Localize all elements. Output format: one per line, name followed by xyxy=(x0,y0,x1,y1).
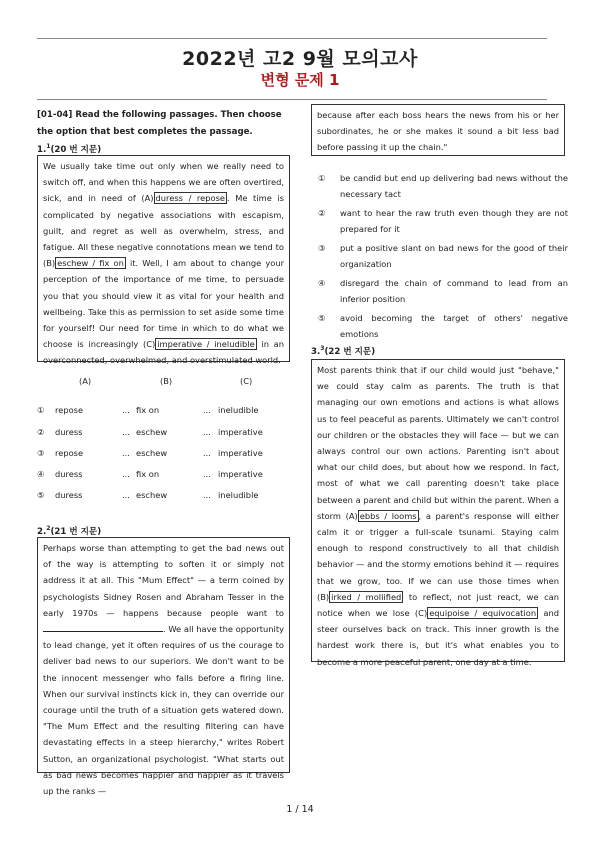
option-a: duress xyxy=(55,490,83,500)
q1-footnote-ref: 1 xyxy=(46,143,51,151)
option-text: put a positive slant on bad news for the good of their organization xyxy=(340,243,568,269)
q1-col-b-header: (B) xyxy=(160,376,173,386)
q2-text-1: Perhaps worse than attempting to get the bad news out of the way is attempting to soften it or simply not address it at all. This "Mum Effect" — a term coined by psychologists Sidney Rosen and Abraham Tesser in the early 1970s — happens because people want to xyxy=(43,543,284,618)
q3-number: 3. xyxy=(311,347,321,357)
dots: ... xyxy=(203,490,211,500)
option-b: eschew xyxy=(136,427,168,437)
q3-text-4: and steer ourselves back on track. This inner growth is the hardest work there is, but it's what enables you to become a more peaceful parent, one day at a time. xyxy=(317,608,559,667)
q3-footnote-ref: 3 xyxy=(320,345,325,353)
q2-footnote-ref: 2 xyxy=(46,525,51,533)
q1-text-4: in an overconnected, overwhelmed, and overstimulated world. xyxy=(43,339,284,366)
option-text: disregard the chain of command to lead from an inferior position xyxy=(340,278,568,304)
dots: ... xyxy=(203,405,211,415)
option-c: ineludible xyxy=(218,490,259,500)
q2-heading xyxy=(37,525,101,537)
q3-source: (22 번 지문) xyxy=(324,347,376,357)
option-c: imperative xyxy=(218,427,263,437)
q2-number: 2. xyxy=(37,527,47,537)
option-b: eschew xyxy=(136,490,168,500)
q3-text-1: Most parents think that if our child would just "behave," we could stay calm as parents. The truth is that managing our own emotions and actions is what allows us to feel peaceful as parents. Ultimately we can't control our children or the obstacles they will face — but we can always control our own actions. Parenting isn't about what our child does, but about how we respond. In fact, most of what we call parenting doesn't take place between a parent and child but within the parent. When a storm (A) xyxy=(317,365,559,521)
top-rule xyxy=(37,38,547,39)
instructions: [01-04] Read the following passages. Then choose the option that best completes the passage. xyxy=(37,110,282,137)
q3-choice-a: ebbs / looms xyxy=(359,510,417,521)
q1-text-1: We usually take time out only when we really need to switch off, and when this happens we are often overtired, sick, and in need of (A) xyxy=(43,161,284,204)
q1-text-2: . Me time is complicated by negative associations with escapism, guilt, and regret as well as overwhelm, stress, and fatigue. All these negative connotations mean we tend to (B) xyxy=(43,193,284,269)
q3-choice-b: irked / mollified xyxy=(331,591,402,602)
q2-blank xyxy=(43,622,163,632)
option-number: ② xyxy=(318,208,326,218)
option-text: avoid becoming the target of others' negative emotions xyxy=(340,313,568,339)
q2-option-4[interactable] xyxy=(318,275,568,307)
q2-option-2[interactable] xyxy=(318,205,568,237)
q2-text-2: . We all have the opportunity to lead change, yet it often requires of us the courage to deliver bad news to our superiors. We don't want to be the innocent messenger who falls before a firing line. When our survival instincts kick in, they can override our courage until the truth of a situation gets watered down. "The Mum Effect and the resulting filtering can have devastating effects in a steep hierarchy," writes Robert Sutton, an organizational psychologist. "What starts out as bad news becomes happier and happier as it travels up the ranks — xyxy=(43,624,284,797)
page-number: 1 / 14 xyxy=(286,804,314,815)
dots: ... xyxy=(122,490,130,500)
option-number: ④ xyxy=(318,278,326,288)
option-b: fix on xyxy=(136,469,160,479)
option-a: duress xyxy=(55,469,83,479)
page-title: 2022년 고2 9월 모의고사 xyxy=(182,48,418,70)
dots: ... xyxy=(122,469,130,479)
page-subtitle: 변형 문제 1 xyxy=(260,71,340,89)
q1-choice-c: imperative / ineludible xyxy=(157,339,255,350)
q1-option-3[interactable] xyxy=(37,448,277,464)
option-number: ② xyxy=(37,427,45,437)
option-a: duress xyxy=(55,427,83,437)
q1-passage xyxy=(37,155,290,366)
option-number: ③ xyxy=(318,243,326,253)
q1-option-1[interactable] xyxy=(37,405,277,421)
option-text: be candid but end up delivering bad news without the necessary tact xyxy=(340,173,568,199)
option-number: ① xyxy=(37,405,45,415)
option-c: imperative xyxy=(218,469,263,479)
q2-option-1[interactable] xyxy=(318,170,568,202)
q3-choice-c: equipoise / equivocation xyxy=(429,608,537,619)
q1-option-4[interactable] xyxy=(37,469,277,485)
dots: ... xyxy=(122,427,130,437)
q1-source: (20 번 지문) xyxy=(50,145,102,155)
q1-heading xyxy=(37,143,101,155)
q3-passage xyxy=(311,359,565,667)
q2-options xyxy=(318,170,568,345)
q3-text-3: to reflect, not just react, we can notice when we lose (C) xyxy=(317,591,559,619)
q2-option-3[interactable] xyxy=(318,240,568,272)
option-a: repose xyxy=(55,448,84,458)
q1-choice-b: eschew / fix on xyxy=(57,258,124,269)
q2-source: (21 번 지문) xyxy=(50,527,102,537)
q1-text-3: it. Well, I am about to change your perception of the importance of me time, to persuade you that you should view it as vital for your health and wellbeing. Take this as permission to set aside some time for yourself! Our need for time in which to do what we choose is increasingly (C) xyxy=(43,258,284,350)
option-number: ④ xyxy=(37,469,45,479)
q1-number: 1. xyxy=(37,145,47,155)
option-number: ③ xyxy=(37,448,45,458)
q3-heading xyxy=(311,345,375,357)
q1-col-c-header: (C) xyxy=(240,376,253,386)
option-number: ⑤ xyxy=(37,490,45,500)
q3-text-2: , a parent's response will either calm it or trigger a full-scale tsunami. Staying calm enough to respond constructively to all that childish behavior — and the stormy emotions behind it — requires that we grow, too. If we can use those times when (B) xyxy=(317,510,559,602)
option-text: want to hear the raw truth even though they are not prepared for it xyxy=(340,208,568,234)
option-number: ① xyxy=(318,173,326,183)
q2-passage-continued: because after each boss hears the news from his or her subordinates, he or she makes it sound a bit less bad before passing it up the chain." xyxy=(311,104,565,156)
dots: ... xyxy=(203,427,211,437)
option-c: imperative xyxy=(218,448,263,458)
option-b: eschew xyxy=(136,448,168,458)
q1-option-5[interactable] xyxy=(37,490,277,506)
title-rule xyxy=(37,99,547,100)
option-number: ⑤ xyxy=(318,313,326,323)
dots: ... xyxy=(122,405,130,415)
q1-choice-a: duress / repose xyxy=(155,193,226,204)
option-b: fix on xyxy=(136,405,160,415)
q2-passage xyxy=(37,537,290,797)
dots: ... xyxy=(122,448,130,458)
option-a: repose xyxy=(55,405,84,415)
dots: ... xyxy=(203,469,211,479)
q2-option-5[interactable] xyxy=(318,310,568,342)
option-c: ineludible xyxy=(218,405,259,415)
dots: ... xyxy=(203,448,211,458)
q1-col-a-header: (A) xyxy=(79,376,92,386)
q1-option-2[interactable] xyxy=(37,427,277,443)
